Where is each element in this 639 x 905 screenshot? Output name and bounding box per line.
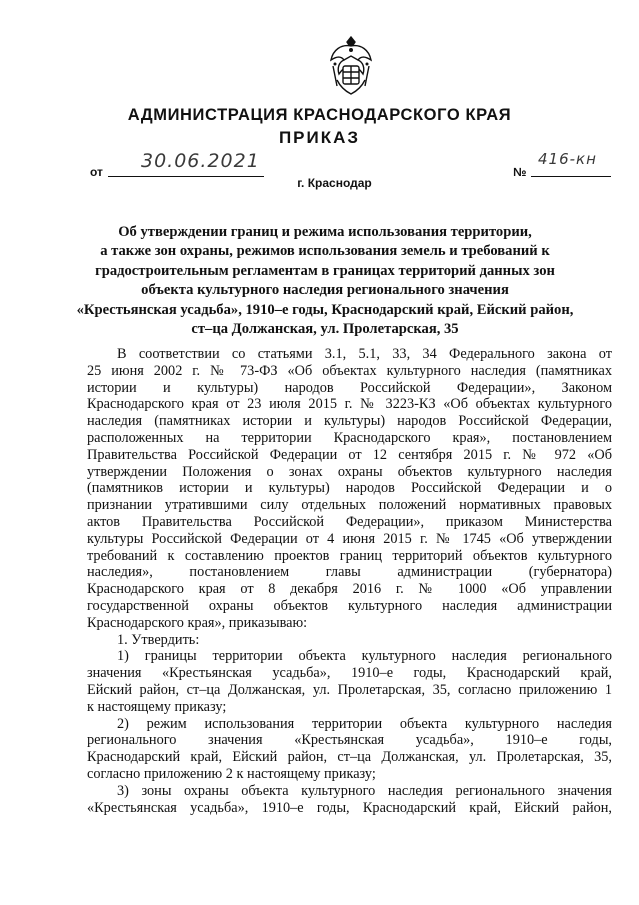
body-line: наследия (памятниках истории и культуры) народов Российской Федерации, [87, 413, 612, 430]
body-line: Правительства Российской Федерации от 12 сентября 2015 г. № 972 «Об [87, 446, 612, 463]
body-line: актов Правительства Российской Федерации», приказом Министерства [87, 513, 612, 530]
date-handwritten: 30.06.2021 [141, 150, 260, 172]
body-line: Краснодарского края», приказываю: [87, 614, 308, 631]
body-line: Ейский район, ст–ца Должанская, ул. Пролетарская, 35, согласно приложению 1 [87, 681, 612, 698]
body-line: (памятников истории и культуры) народов Российской Федерации и о [87, 480, 612, 497]
body-line: наследия», постановлением главы администрации (губернатора) [87, 564, 612, 581]
body-line: 2) режим использования территории объекта культурного наследия [117, 715, 612, 732]
title-line: «Крестьянская усадьба», 1910–е годы, Краснодарский край, Ейский район, [76, 301, 574, 318]
number-label: № [513, 165, 527, 179]
document-body [87, 346, 612, 816]
body-line: истории и культуры) народов Российской Федерации», Законом [87, 379, 612, 396]
title-line: объекта культурного наследия регионального значения [141, 282, 509, 299]
document-type: ПРИКАЗ [278, 128, 361, 147]
body-line: Краснодарского края от 8 декабря 2016 г. № 1000 «Об управлении [87, 581, 612, 598]
body-line: 1) границы территории объекта культурного наследия регионального [117, 648, 612, 665]
document-title [60, 223, 590, 339]
body-line: требований к составлению проектов границ территорий объектов культурного [87, 547, 612, 564]
body-line: расположенных на территории Краснодарского края», постановлением [87, 429, 612, 446]
body-line: регионального значения «Крестьянская усадьба», 1910–е годы, [87, 732, 612, 749]
number-handwritten: 416-кн [538, 150, 597, 168]
body-line: культуры Российской Федерации от 4 июня 2015 г. № 1745 «Об утверждении [87, 530, 612, 547]
body-line: Краснодарский край, Ейский район, ст–ца Должанская, ул. Пролетарская, 35, [87, 749, 612, 766]
city: г. Краснодар [297, 176, 372, 190]
coat-of-arms-icon [327, 36, 375, 96]
body-line: Краснодарского края от 23 июля 2015 г. № 3223-КЗ «Об объектах культурного [87, 396, 612, 413]
title-line: ст–ца Должанская, ул. Пролетарская, 35 [191, 321, 459, 338]
body-line: 25 июня 2002 г. № 73-ФЗ «Об объектах культурного наследия (памятниках [87, 362, 612, 379]
body-line: «Крестьянская усадьба», 1910–е годы, Краснодарский край, Ейский район, [87, 799, 612, 816]
body-line: В соответствии со статьями 3.1, 5.1, 33, 34 Федерального закона от [117, 346, 612, 362]
body-line: к настоящему приказу; [87, 698, 227, 715]
body-line: 3) зоны охраны объекта культурного наследия регионального значения [117, 782, 612, 799]
agency-name: АДМИНИСТРАЦИЯ КРАСНОДАРСКОГО КРАЯ [127, 106, 512, 124]
body-line: согласно приложению 2 к настоящему приказу; [87, 765, 376, 782]
title-line: градостроительным регламентам в границах территорий данных зон [95, 262, 555, 279]
body-line: государственной охраны объектов культурного наследия администрации [87, 597, 612, 614]
title-line: а также зон охраны, режимов использования земель и требований к [100, 243, 550, 260]
title-line: Об утверждении границ и режима использования территории, [118, 224, 532, 240]
body-line: утверждении Положения о зонах охраны объектов культурного наследия [87, 463, 612, 480]
body-line: значения «Крестьянская усадьба», 1910–е годы, Краснодарский край, [87, 665, 612, 682]
body-line: 1. Утвердить: [117, 631, 200, 648]
body-line: признании утратившими силу отдельных положений нормативных правовых [87, 497, 612, 514]
date-label: от [90, 165, 103, 179]
